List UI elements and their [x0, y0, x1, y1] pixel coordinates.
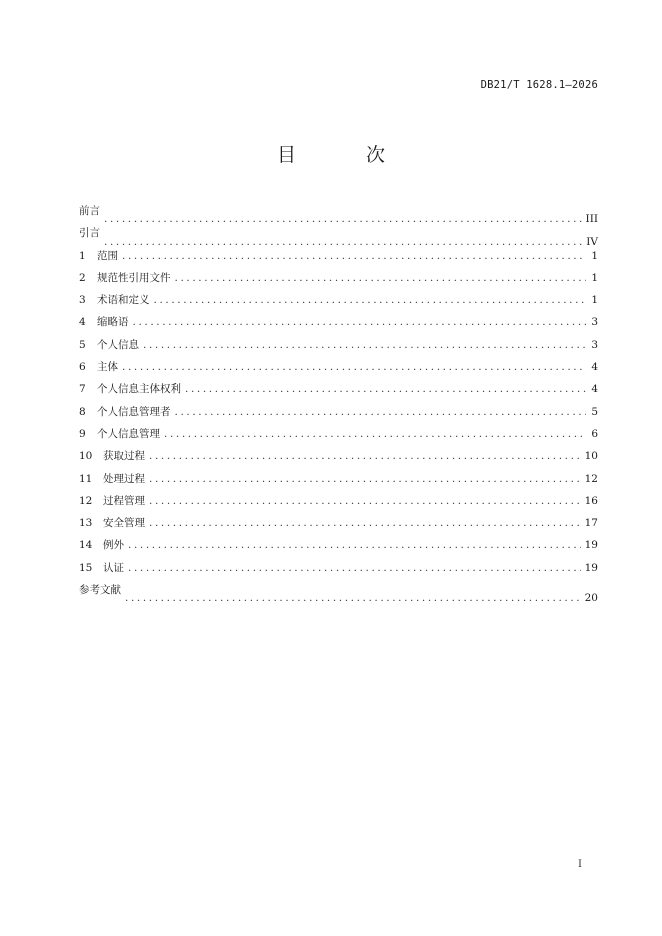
toc-entry[interactable] — [79, 579, 598, 605]
toc-entry-page: 1 — [591, 271, 598, 284]
toc-leader-dots — [133, 311, 587, 333]
toc-entry-page: 4 — [591, 361, 598, 374]
table-of-contents — [79, 200, 598, 605]
toc-entry-number: 6 — [79, 361, 86, 374]
toc-entry[interactable] — [79, 445, 598, 467]
toc-leader-dots — [154, 289, 587, 311]
toc-entry-page: 10 — [584, 450, 598, 463]
toc-entry-page: 20 — [584, 592, 598, 605]
toc-entry[interactable] — [79, 245, 598, 267]
toc-entry-page: 3 — [591, 338, 598, 351]
toc-entry[interactable] — [79, 423, 598, 445]
toc-entry-number: 12 — [79, 494, 93, 507]
toc-entry-page: 16 — [584, 494, 598, 507]
toc-leader-dots — [175, 267, 587, 289]
toc-entry-number: 9 — [79, 427, 86, 440]
toc-entry-title: 过程管理 — [103, 494, 145, 507]
toc-entry-title: 主体 — [97, 361, 118, 374]
document-code: DB21/T 1628.1—2026 — [480, 79, 598, 91]
toc-entry-page: 5 — [591, 405, 598, 418]
toc-entry-page: 19 — [584, 539, 598, 552]
toc-entry[interactable] — [79, 401, 598, 423]
toc-leader-dots — [128, 557, 581, 579]
toc-entry-number: 8 — [79, 405, 86, 418]
toc-entry-title: 范围 — [97, 249, 118, 262]
toc-entry-title: 认证 — [103, 561, 124, 574]
toc-entry-title: 个人信息管理者 — [97, 405, 171, 418]
toc-entry-number: 5 — [79, 338, 86, 351]
toc-entry-title: 术语和定义 — [97, 294, 150, 307]
toc-entry-page: 19 — [584, 561, 598, 574]
toc-entry[interactable] — [79, 512, 598, 534]
toc-entry-title: 获取过程 — [103, 450, 145, 463]
toc-leader-dots — [149, 468, 581, 490]
toc-entry-title: 个人信息 — [97, 338, 139, 351]
toc-entry-page: 4 — [591, 383, 598, 396]
toc-entry-title: 例外 — [103, 539, 124, 552]
toc-entry-number: 10 — [79, 450, 93, 463]
toc-entry-title: 处理过程 — [103, 472, 145, 485]
toc-entry-page: 17 — [584, 517, 598, 530]
toc-entry-number: 11 — [79, 472, 93, 485]
toc-leader-dots — [164, 423, 586, 445]
toc-entry[interactable] — [79, 378, 598, 400]
toc-entry[interactable] — [79, 490, 598, 512]
toc-leader-dots — [128, 534, 581, 556]
toc-entry[interactable] — [79, 534, 598, 556]
toc-entry[interactable] — [79, 200, 598, 226]
toc-entry[interactable] — [79, 267, 598, 289]
toc-entry-number: 2 — [79, 271, 86, 284]
toc-leader-dots — [104, 208, 582, 230]
toc-leader-dots — [125, 587, 581, 609]
toc-entry-title: 个人信息主体权利 — [97, 383, 181, 396]
toc-leader-dots — [175, 401, 587, 423]
toc-entry[interactable] — [79, 356, 598, 378]
toc-entry-number: 4 — [79, 316, 86, 329]
toc-entry-number: 7 — [79, 383, 86, 396]
toc-entry-number: 15 — [79, 561, 93, 574]
toc-entry[interactable] — [79, 311, 598, 333]
toc-entry-number: 1 — [79, 249, 86, 262]
toc-leader-dots — [122, 245, 586, 267]
toc-leader-dots — [149, 445, 581, 467]
toc-entry[interactable] — [79, 468, 598, 490]
toc-leader-dots — [185, 378, 586, 400]
toc-entry-page: 1 — [591, 249, 598, 262]
toc-entry-title: 缩略语 — [97, 316, 129, 329]
toc-entry-title: 安全管理 — [103, 517, 145, 530]
toc-entry-page: 12 — [584, 472, 598, 485]
toc-entry-title: 参考文献 — [79, 584, 121, 597]
toc-entry-title: 个人信息管理 — [97, 427, 160, 440]
toc-entry[interactable] — [79, 289, 598, 311]
toc-entry-title: 规范性引用文件 — [97, 271, 171, 284]
toc-entry-page: IV — [586, 235, 598, 248]
toc-leader-dots — [143, 334, 586, 356]
page-title: 目 次 — [276, 144, 418, 166]
page-number: I — [578, 859, 582, 870]
toc-entry-page: 6 — [591, 427, 598, 440]
toc-leader-dots — [149, 512, 581, 534]
toc-leader-dots — [122, 356, 586, 378]
toc-entry-page: 3 — [591, 316, 598, 329]
toc-entry[interactable] — [79, 557, 598, 579]
toc-entry-number: 13 — [79, 517, 93, 530]
toc-entry-number: 14 — [79, 539, 93, 552]
toc-entry-title: 前言 — [79, 205, 100, 217]
toc-entry-number: 3 — [79, 294, 86, 307]
toc-entry[interactable] — [79, 334, 598, 356]
toc-entry-page: 1 — [591, 294, 598, 307]
toc-entry-page: III — [585, 213, 598, 226]
toc-leader-dots — [149, 490, 581, 512]
toc-entry-title: 引言 — [79, 227, 100, 240]
